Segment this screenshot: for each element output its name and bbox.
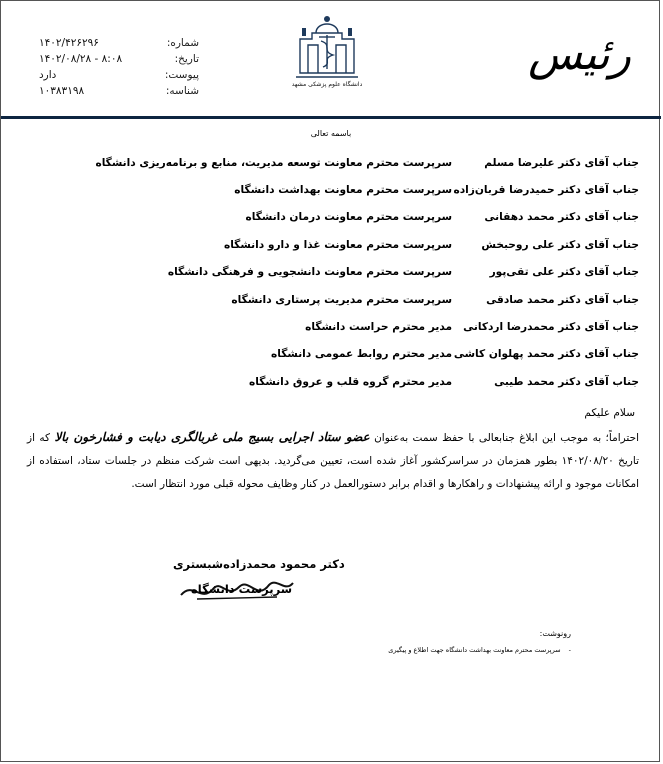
recipient-row	[73, 231, 639, 258]
recipient-position: سرپرست محترم معاونت دانشجویی و فرهنگی دانشگاه	[167, 266, 452, 279]
recipient-position: سرپرست محترم معاونت درمان دانشگاه	[245, 211, 452, 224]
id-label: شناسه:	[165, 85, 199, 97]
number-label: شماره:	[166, 37, 199, 49]
attachment-label: پیوست:	[164, 69, 199, 81]
header-title: رئیس	[528, 29, 631, 80]
body-text-part2: که از تاریخ ۱۴۰۲/۰۸/۲۰ بطور همزمان در سراسرکشور آغاز شده است، تعیین می‌گردید. بدیهی است شرکت منظم در جلسات ستاد، استفاده از امکانات موجود و ارائه پیشنهادات و راهکارها و اقدام برابر دستورالعمل در کنار وظایف محوله قبلی مورد انتظار است.	[27, 432, 639, 490]
recipient-name: جناب آقای دکتر حمیدرضا قربان‌زاده	[453, 184, 639, 197]
recipient-row	[73, 149, 639, 176]
id-value: ۱۰۳۸۳۱۹۸	[39, 85, 85, 97]
header-rule	[1, 116, 661, 119]
date-label: تاریخ:	[174, 53, 199, 65]
recipient-position: سرپرست محترم معاونت غذا و دارو دانشگاه	[223, 238, 452, 251]
recipient-row	[73, 313, 639, 340]
logo-caption: دانشگاه علوم پزشکی مشهد	[291, 81, 363, 88]
cc-item	[388, 646, 571, 654]
invocation: باسمه تعالی	[310, 129, 352, 138]
date-value: ۱۴۰۲/۰۸/۲۸ - ۸:۰۸	[39, 53, 123, 65]
recipient-row	[73, 368, 639, 395]
signatory-name: دکتر محمود محمدزاده‌شبستری	[173, 557, 345, 571]
recipient-name: جناب آقای دکتر علیرضا مسلم	[484, 156, 639, 169]
cc-item-text: سرپرست محترم معاونت بهداشت دانشگاه جهت اطلاع و پیگیری	[388, 646, 561, 654]
signatory-title: سرپرست دانشگاه	[191, 582, 293, 596]
body-emphasis: عضو ستاد اجرایی بسیج ملی غربالگری دیابت و فشارخون بالا	[54, 430, 370, 444]
recipient-position: مدیر محترم گروه قلب و عروق دانشگاه	[249, 375, 452, 388]
cc-label: رونوشت:	[539, 629, 571, 638]
recipient-row	[73, 176, 639, 203]
recipient-name: جناب آقای دکتر علی روحبخش	[481, 238, 639, 251]
recipient-list	[73, 149, 639, 396]
recipient-position: مدیر محترم روابط عمومی دانشگاه	[271, 348, 452, 361]
recipient-name: جناب آقای دکتر محمدرضا اردکانی	[463, 321, 639, 334]
recipient-name: جناب آقای دکتر محمد دهقانی	[484, 211, 639, 224]
number-value: ۱۴۰۲/۴۲۶۲۹۶	[39, 37, 99, 49]
recipient-position: مدیر محترم حراست دانشگاه	[305, 321, 452, 334]
recipient-row	[73, 341, 639, 368]
attachment-value: دارد	[39, 69, 57, 81]
recipient-name: جناب آقای دکتر محمد پهلوان کاشی	[453, 348, 639, 361]
recipient-row	[73, 286, 639, 313]
recipient-name: جناب آقای دکتر محمد طیبی	[494, 375, 639, 388]
recipient-position: سرپرست محترم معاونت بهداشت دانشگاه	[234, 184, 452, 197]
greeting: سلام علیکم	[584, 407, 635, 419]
cc-item-dash: -	[568, 646, 571, 654]
recipient-position: سرپرست محترم معاونت توسعه مدیریت، منابع و برنامه‌ریزی دانشگاه	[95, 156, 452, 169]
body-text-part1: احتراماً؛ به موجب این ابلاغ جنابعالی با حفظ سمت به‌عنوان	[369, 432, 639, 444]
recipient-name: جناب آقای دکتر محمد صادقی	[486, 293, 639, 306]
letter-body	[27, 426, 639, 496]
letter-metadata	[39, 35, 199, 99]
recipient-position: سرپرست محترم مدیریت پرستاری دانشگاه	[231, 293, 452, 306]
recipient-row	[73, 204, 639, 231]
recipient-row	[73, 259, 639, 286]
recipient-name: جناب آقای دکتر علی تقی‌پور	[489, 266, 639, 279]
university-logo	[288, 11, 366, 91]
